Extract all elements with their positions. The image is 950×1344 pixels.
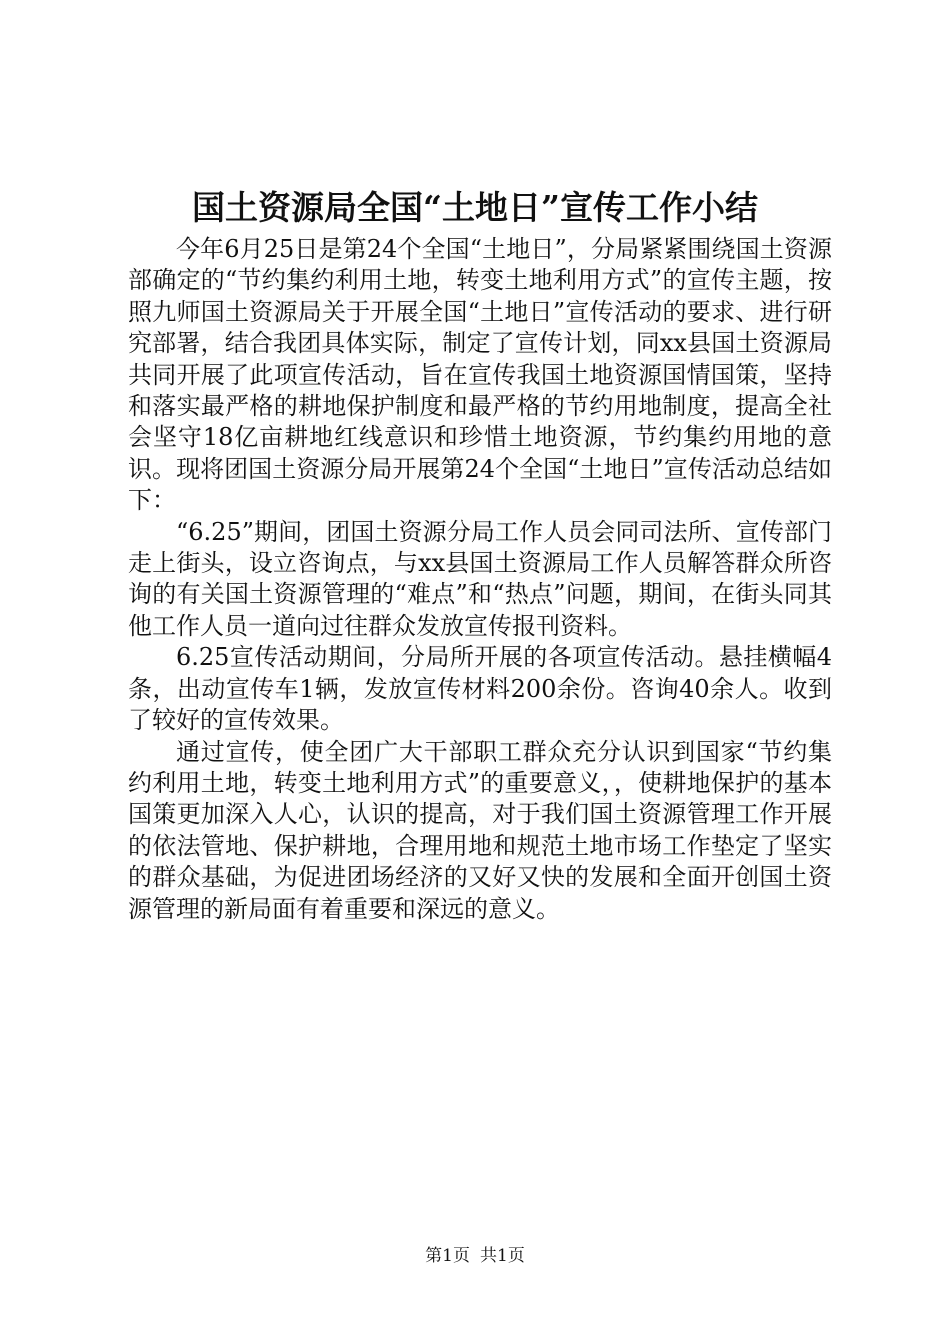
document-body [128, 234, 832, 925]
page-footer [0, 1244, 950, 1268]
paragraph-intro: 今年6月25日是第24个全国“土地日”，分局紧紧围绕国土资源部确定的“节约集约利用土地，转变土地利用方式”的宣传主题，按照九师国土资源局关于开展全国“土地日”宣传活动的要求、进行研究部署，结合我团具体实际，制定了宣传计划，同xx县国土资源局共同开展了此项宣传活动，旨在宣传我国土地资源国情国策，坚持和落实最严格的耕地保护制度和最严格的节约用地制度，提高全社会坚守18亿亩耕地红线意识和珍惜土地资源，节约集约用地的意识。现将团国土资源分局开展第24个全国“土地日”宣传活动总结如下： [128, 235, 832, 515]
document-title: 国土资源局全国“土地日”宣传工作小结 [192, 188, 758, 227]
paragraph-activities: “6.25”期间，团国土资源分局工作人员会同司法所、宣传部门走上街头，设立咨询点，与xx县国土资源局工作人员解答群众所咨询的有关国土资源管理的“难点”和“热点”问题，期间，在街头同其他工作人员一道向过往群众发放宣传报刊资料。 [128, 517, 832, 640]
paragraph-conclusion: 通过宣传，使全团广大干部职工群众充分认识到国家“节约集约利用土地，转变土地利用方式”的重要意义，，使耕地保护的基本国策更加深入人心，认识的提高，对于我们国土资源管理工作开展的依法管地、保护耕地，合理用地和规范土地市场工作垫定了坚实的群众基础，为促进团场经济的又好又快的发展和全面开创国土资源管理的新局面有着重要和深远的意义。 [128, 737, 832, 923]
page-total: 共1页 [480, 1246, 525, 1266]
page-number: 第1页 [425, 1246, 470, 1266]
paragraph-statistics: 6.25宣传活动期间，分局所开展的各项宣传活动。悬挂横幅4条，出动宣传车1辆，发放宣传材料200余份。咨询40余人。收到了较好的宣传效果。 [128, 643, 832, 735]
